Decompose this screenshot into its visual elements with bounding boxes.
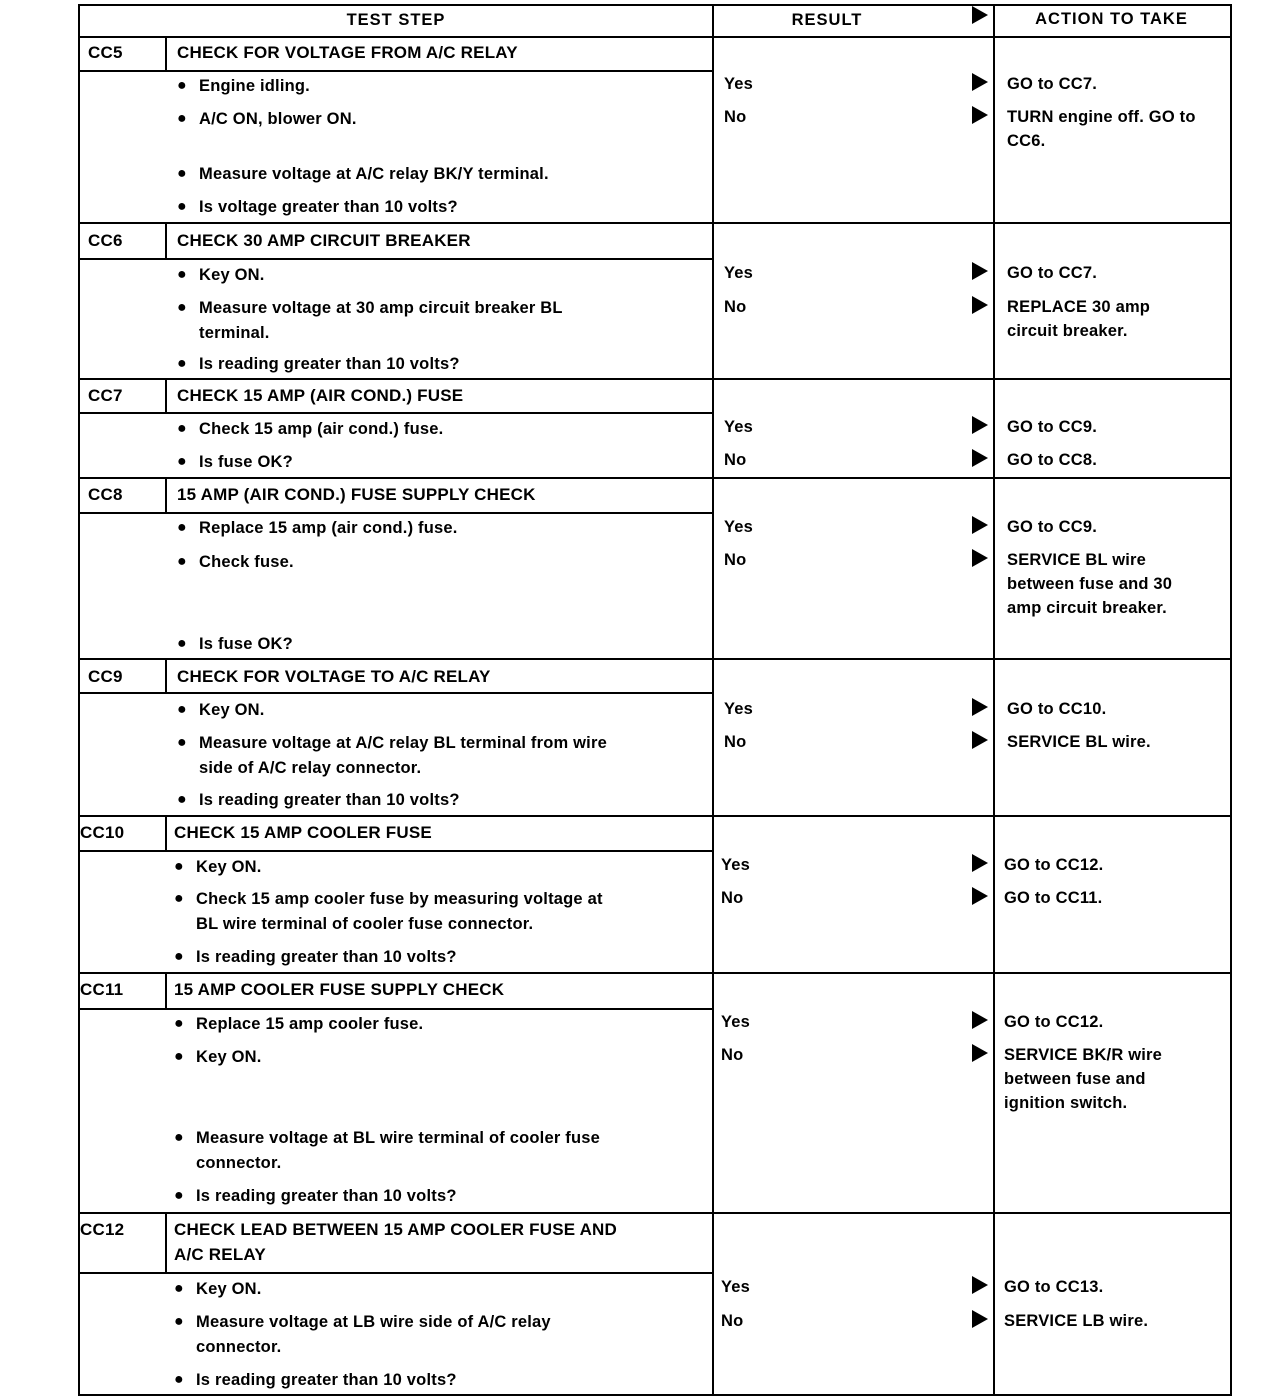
step-title: 15 AMP COOLER FUSE SUPPLY CHECK — [174, 980, 505, 999]
bullet-icon: ● — [174, 948, 184, 965]
step-code-divider — [165, 972, 167, 1008]
result-arrow-icon — [972, 1310, 988, 1328]
bullet-icon: ● — [174, 858, 184, 875]
result-label: No — [721, 1312, 744, 1330]
bullet-icon: ● — [177, 110, 187, 127]
result-arrow-icon — [972, 106, 988, 124]
table-left-border — [78, 4, 80, 1396]
step-code-divider — [165, 1212, 167, 1272]
bullet-icon: ● — [177, 453, 187, 470]
result-label: Yes — [721, 856, 751, 874]
result-label: No — [724, 451, 747, 469]
step-title-underline — [78, 1272, 712, 1274]
test-step-item: Measure voltage at 30 amp circuit breaker BL ● — [199, 296, 563, 320]
bullet-icon: ● — [174, 1129, 184, 1146]
result-label: No — [724, 733, 747, 751]
action-text: SERVICE LB wire. — [1004, 1312, 1149, 1330]
step-title: CHECK 30 AMP CIRCUIT BREAKER — [177, 231, 471, 250]
action-text: between fuse and — [1004, 1070, 1146, 1088]
step-code: CC9 — [88, 667, 123, 686]
action-text: GO to CC9. — [1007, 418, 1098, 436]
step-code-divider — [165, 36, 167, 70]
result-label: No — [721, 889, 744, 907]
test-step-item: Key ON. ● — [196, 1045, 262, 1069]
test-step-item: Key ON. ● — [196, 1277, 262, 1301]
action-text: SERVICE BK/R wire — [1004, 1046, 1163, 1064]
bullet-icon: ● — [174, 1313, 184, 1330]
bullet-icon: ● — [177, 420, 187, 437]
bullet-icon: ● — [177, 266, 187, 283]
result-arrow-icon — [972, 416, 988, 434]
action-text: circuit breaker. — [1007, 322, 1128, 340]
action-text: SERVICE BL wire. — [1007, 733, 1151, 751]
bullet-icon: ● — [177, 355, 187, 372]
result-label: Yes — [724, 264, 754, 282]
step-code: CC10 — [80, 823, 125, 842]
step-title: 15 AMP (AIR COND.) FUSE SUPPLY CHECK — [177, 485, 536, 504]
step-code: CC8 — [88, 485, 123, 504]
action-text: SERVICE BL wire — [1007, 551, 1147, 569]
bullet-icon: ● — [174, 1280, 184, 1297]
test-step-item: Measure voltage at LB wire side of A/C relay ● — [196, 1310, 551, 1334]
step-title: A/C RELAY — [174, 1245, 266, 1264]
bullet-icon: ● — [177, 299, 187, 316]
step-separator — [78, 222, 1232, 224]
result-label: No — [724, 108, 747, 126]
test-step-item: connector. — [196, 1154, 282, 1172]
action-text: GO to CC12. — [1004, 1013, 1104, 1031]
result-label: Yes — [724, 518, 754, 536]
action-text: GO to CC13. — [1004, 1278, 1104, 1296]
test-step-item: Check 15 amp (air cond.) fuse. ● — [199, 417, 443, 441]
step-code: CC5 — [88, 43, 123, 62]
step-title-underline — [78, 512, 712, 514]
result-arrow-icon — [972, 854, 988, 872]
result-label: No — [721, 1046, 744, 1064]
bullet-icon: ● — [177, 519, 187, 536]
step-code: CC11 — [80, 980, 124, 999]
result-arrow-icon — [972, 698, 988, 716]
action-column-border — [993, 4, 995, 1396]
header-bottom-border — [80, 36, 1231, 38]
test-step-item: terminal. — [199, 324, 270, 342]
result-arrow-icon — [972, 516, 988, 534]
action-text: GO to CC7. — [1007, 75, 1098, 93]
action-text: GO to CC11. — [1004, 889, 1103, 907]
step-title: CHECK FOR VOLTAGE TO A/C RELAY — [177, 667, 491, 686]
bullet-icon: ● — [174, 1048, 184, 1065]
result-label: No — [724, 551, 747, 569]
result-label: No — [724, 298, 747, 316]
test-step-item: BL wire terminal of cooler fuse connector. — [196, 915, 534, 933]
test-step-item: connector. — [196, 1338, 282, 1356]
result-arrow-icon — [972, 549, 988, 567]
step-code: CC7 — [88, 386, 123, 405]
header-test-step: TEST STEP — [346, 11, 446, 29]
result-arrow-icon — [972, 296, 988, 314]
test-step-item: Replace 15 amp cooler fuse. ● — [196, 1012, 423, 1036]
step-title-underline — [78, 70, 712, 72]
bullet-icon: ● — [174, 1371, 184, 1388]
step-code-divider — [165, 222, 167, 258]
bullet-icon: ● — [177, 553, 187, 570]
step-title: CHECK FOR VOLTAGE FROM A/C RELAY — [177, 43, 518, 62]
test-step-item: Key ON. ● — [196, 855, 262, 879]
header-action: ACTION TO TAKE — [1035, 10, 1188, 28]
test-step-item: side of A/C relay connector. — [199, 759, 422, 777]
bullet-icon: ● — [174, 890, 184, 907]
table-right-border — [1230, 4, 1232, 1396]
step-title-underline — [78, 1008, 712, 1010]
test-step-item: Measure voltage at A/C relay BK/Y terminal. ● — [199, 162, 549, 186]
step-separator — [78, 378, 1232, 380]
step-title-underline — [78, 850, 712, 852]
test-step-item: Is reading greater than 10 volts? ● — [196, 945, 457, 969]
result-label: Yes — [721, 1013, 751, 1031]
test-step-item: Is reading greater than 10 volts? ● — [196, 1368, 457, 1392]
test-step-item: Replace 15 amp (air cond.) fuse. ● — [199, 516, 458, 540]
result-arrow-icon — [972, 73, 988, 91]
step-title: CHECK 15 AMP (AIR COND.) FUSE — [177, 386, 464, 405]
table-top-border — [80, 4, 1231, 6]
result-label: Yes — [724, 75, 754, 93]
action-text: GO to CC8. — [1007, 451, 1098, 469]
test-step-item: Is voltage greater than 10 volts? ● — [199, 195, 458, 219]
bullet-icon: ● — [177, 734, 187, 751]
action-text: GO to CC12. — [1004, 856, 1104, 874]
result-label: Yes — [724, 700, 754, 718]
test-step-item: Is reading greater than 10 volts? ● — [199, 352, 460, 376]
step-title: CHECK LEAD BETWEEN 15 AMP COOLER FUSE AND — [174, 1220, 617, 1239]
step-code-divider — [165, 815, 167, 850]
test-step-item: Is fuse OK? ● — [199, 632, 293, 656]
action-text: GO to CC7. — [1007, 264, 1098, 282]
test-step-item: Measure voltage at BL wire terminal of cooler fuse ● — [196, 1126, 600, 1150]
table-bottom-border — [78, 1394, 1232, 1396]
bullet-icon: ● — [177, 701, 187, 718]
result-arrow-icon — [972, 1011, 988, 1029]
step-code-divider — [165, 477, 167, 512]
test-step-item: Is reading greater than 10 volts? ● — [196, 1184, 457, 1208]
bullet-icon: ● — [174, 1187, 184, 1204]
step-title: CHECK 15 AMP COOLER FUSE — [174, 823, 432, 842]
test-step-item: Check fuse. ● — [199, 550, 294, 574]
step-code-divider — [165, 658, 167, 692]
test-step-item: A/C ON, blower ON. ● — [199, 107, 357, 131]
test-step-item: Engine idling. ● — [199, 74, 310, 98]
result-arrow-icon — [972, 262, 988, 280]
action-text: amp circuit breaker. — [1007, 599, 1167, 617]
result-column-border — [712, 4, 714, 1396]
result-arrow-icon — [972, 1044, 988, 1062]
step-code: CC6 — [88, 231, 123, 250]
bullet-icon: ● — [177, 791, 187, 808]
action-text: GO to CC10. — [1007, 700, 1107, 718]
step-code-divider — [165, 378, 167, 412]
step-separator — [78, 658, 1232, 660]
test-step-item: Key ON. ● — [199, 698, 265, 722]
step-title-underline — [78, 692, 712, 694]
header-arrow-icon — [972, 6, 988, 24]
action-text: REPLACE 30 amp — [1007, 298, 1151, 316]
result-arrow-icon — [972, 449, 988, 467]
test-step-item: Check 15 amp cooler fuse by measuring voltage at ● — [196, 887, 603, 911]
bullet-icon: ● — [177, 635, 187, 652]
bullet-icon: ● — [177, 165, 187, 182]
step-separator — [78, 477, 1232, 479]
action-text: TURN engine off. GO to — [1007, 108, 1196, 126]
test-step-item: Measure voltage at A/C relay BL terminal from wire ● — [199, 731, 607, 755]
header-result: RESULT — [791, 11, 863, 29]
step-separator — [78, 972, 1232, 974]
result-arrow-icon — [972, 731, 988, 749]
step-separator — [78, 1212, 1232, 1214]
step-separator — [78, 815, 1232, 817]
bullet-icon: ● — [177, 198, 187, 215]
result-label: Yes — [724, 418, 754, 436]
action-text: GO to CC9. — [1007, 518, 1098, 536]
step-code: CC12 — [80, 1220, 125, 1239]
result-label: Yes — [721, 1278, 751, 1296]
test-step-item: Is reading greater than 10 volts? ● — [199, 788, 460, 812]
bullet-icon: ● — [177, 77, 187, 94]
action-text: between fuse and 30 — [1007, 575, 1173, 593]
action-text: ignition switch. — [1004, 1094, 1128, 1112]
action-text: CC6. — [1007, 132, 1046, 150]
result-arrow-icon — [972, 1276, 988, 1294]
test-step-item: Is fuse OK? ● — [199, 450, 293, 474]
step-title-underline — [78, 258, 712, 260]
step-title-underline — [78, 412, 712, 414]
test-step-item: Key ON. ● — [199, 263, 265, 287]
result-arrow-icon — [972, 887, 988, 905]
bullet-icon: ● — [174, 1015, 184, 1032]
